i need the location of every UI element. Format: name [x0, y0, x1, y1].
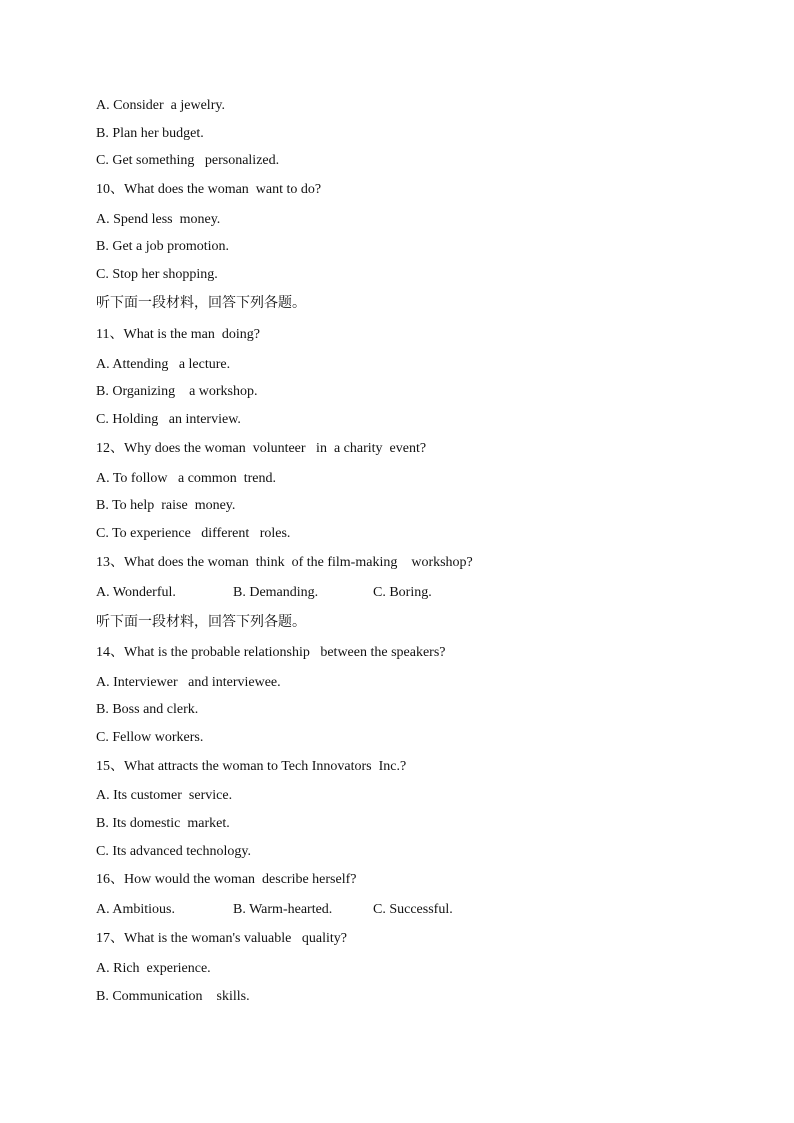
q11-option-b: B. Organizing a workshop.	[96, 384, 258, 399]
q11-option-a: A. Attending a lecture.	[96, 357, 231, 372]
section-heading-1: 听下面一段材料，回答下列各题。	[96, 295, 306, 311]
q14-question: 14、What is the probable relationship between the speakers?	[96, 645, 446, 660]
q16-option-c: C. Successful.	[373, 902, 453, 917]
q12-option-c: C. To experience different roles.	[96, 526, 291, 541]
q15-option-c: C. Its advanced technology.	[96, 844, 251, 859]
q10-option-b: B. Get a job promotion.	[96, 239, 229, 254]
q16-question: 16、How would the woman describe herself?	[96, 872, 357, 887]
section-heading-2: 听下面一段材料，回答下列各题。	[96, 614, 306, 630]
q12-question: 12、Why does the woman volunteer in a charity event?	[96, 441, 427, 456]
q15-option-b: B. Its domestic market.	[96, 816, 230, 831]
q12-option-a: A. To follow a common trend.	[96, 471, 276, 486]
q15-option-a: A. Its customer service.	[96, 788, 233, 803]
q9-option-b: B. Plan her budget.	[96, 126, 204, 141]
q13-option-c: C. Boring.	[373, 585, 432, 600]
q12-option-b: B. To help raise money.	[96, 498, 236, 513]
q11-option-c: C. Holding an interview.	[96, 412, 241, 427]
q11-question: 11、What is the man doing?	[96, 327, 260, 342]
q10-question: 10、What does the woman want to do?	[96, 182, 322, 197]
q16-option-a: A. Ambitious.	[96, 902, 175, 917]
q13-option-a: A. Wonderful.	[96, 585, 176, 600]
q13-question: 13、What does the woman think of the film-making workshop?	[96, 555, 473, 570]
q15-question: 15、What attracts the woman to Tech Innovators Inc.?	[96, 759, 407, 774]
q16-option-b: B. Warm-hearted.	[233, 902, 333, 917]
q14-option-c: C. Fellow workers.	[96, 730, 204, 745]
q17-option-b: B. Communication skills.	[96, 989, 250, 1004]
q9-option-c: C. Get something personalized.	[96, 153, 280, 168]
q10-option-a: A. Spend less money.	[96, 212, 221, 227]
q17-question: 17、What is the woman's valuable quality?	[96, 931, 347, 946]
q17-option-a: A. Rich experience.	[96, 961, 211, 976]
q14-option-b: B. Boss and clerk.	[96, 702, 199, 717]
q10-option-c: C. Stop her shopping.	[96, 267, 218, 282]
q13-option-b: B. Demanding.	[233, 585, 319, 600]
q14-option-a: A. Interviewer and interviewee.	[96, 675, 281, 690]
q9-option-a: A. Consider a jewelry.	[96, 98, 225, 113]
